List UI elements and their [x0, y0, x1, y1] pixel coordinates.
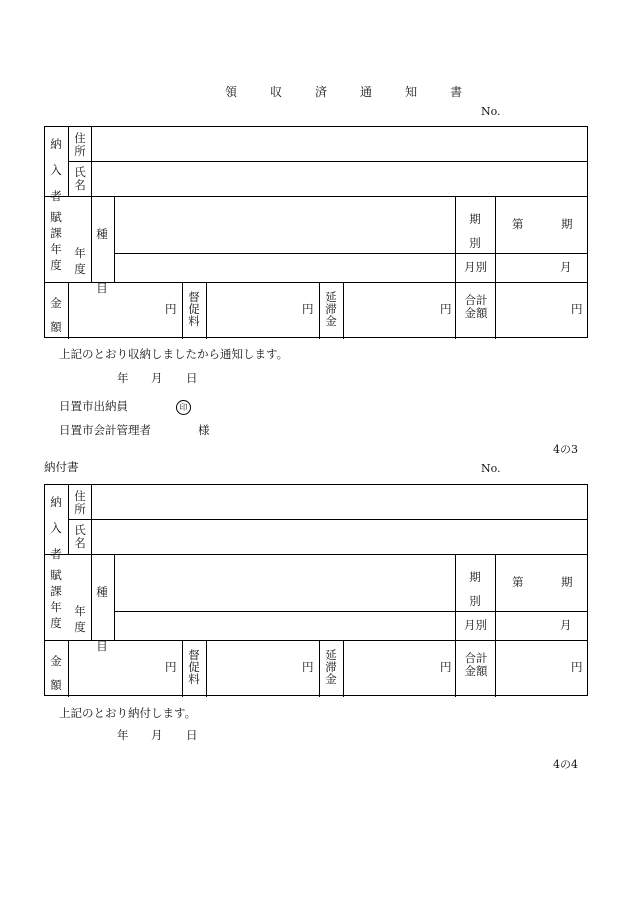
payer-label: 納入者 — [50, 137, 62, 203]
payment-date-year: 年 — [117, 728, 129, 742]
month-unit: 月 — [560, 618, 572, 632]
notice-title-char: 収 — [270, 85, 283, 99]
total-yen: 円 — [571, 660, 583, 674]
manager-label: 日置市会計管理者 — [59, 423, 151, 437]
cashier-label: 日置市出納員 — [59, 399, 128, 413]
address-label: 住所 — [74, 489, 86, 516]
notice-title — [225, 86, 462, 99]
surcharge-yen: 円 — [302, 302, 314, 316]
notice-message: 上記のとおり収納しましたから通知します。 — [59, 347, 289, 361]
levy-label: 賦課年度 — [50, 568, 62, 630]
surcharge-yen: 円 — [302, 660, 314, 674]
notice-no-label: No. — [481, 105, 501, 118]
period-value-prefix: 第 — [512, 217, 524, 231]
year-label: 年度 — [74, 246, 86, 276]
notice-title-char: 領 — [225, 85, 238, 99]
amount-label: 金額 — [50, 296, 62, 334]
levy-label: 賦課年度 — [50, 210, 62, 272]
surcharge-label: 督促料 — [188, 648, 200, 686]
period-label: 期別 — [469, 212, 481, 250]
notice-date-year: 年 — [117, 371, 129, 385]
payment-date-month: 月 — [151, 728, 163, 742]
delay-label: 延滞金 — [325, 648, 337, 686]
payer-label: 納入者 — [50, 495, 62, 561]
notice-date-day: 日 — [186, 371, 198, 385]
kind-label: 種目 — [96, 585, 108, 653]
notice-title-char: 通 — [360, 85, 373, 99]
payment-message: 上記のとおり納付します。 — [59, 706, 197, 720]
month-label: 月別 — [464, 260, 487, 274]
delay-yen: 円 — [440, 302, 452, 316]
delay-label: 延滞金 — [325, 290, 337, 328]
year-label: 年度 — [74, 604, 86, 634]
notice-page-number: 4の3 — [553, 443, 578, 456]
month-label: 月別 — [464, 618, 487, 632]
name-label: 氏名 — [74, 165, 86, 192]
period-label: 期別 — [469, 570, 481, 608]
notice-title-char: 書 — [450, 85, 463, 99]
payment-page-number: 4の4 — [553, 758, 578, 771]
payment-no-label: No. — [481, 462, 501, 475]
notice-title-char: 済 — [315, 85, 328, 99]
month-unit: 月 — [560, 260, 572, 274]
payment-form — [44, 484, 588, 696]
total-label: 合計金額 — [464, 651, 488, 678]
delay-yen: 円 — [440, 660, 452, 674]
kind-label: 種目 — [96, 227, 108, 295]
notice-form — [44, 126, 588, 338]
amount-yen: 円 — [165, 302, 177, 316]
period-value-prefix: 第 — [512, 575, 524, 589]
payment-title: 納付書 — [44, 460, 79, 474]
seal-icon: 印 — [176, 400, 191, 415]
notice-title-char: 知 — [405, 85, 418, 99]
amount-yen: 円 — [165, 660, 177, 674]
period-value-suffix: 期 — [561, 575, 573, 589]
period-value-suffix: 期 — [561, 217, 573, 231]
total-yen: 円 — [571, 302, 583, 316]
payment-date-day: 日 — [186, 728, 198, 742]
total-label: 合計金額 — [464, 293, 488, 320]
name-label: 氏名 — [74, 523, 86, 550]
amount-label: 金額 — [50, 654, 62, 692]
surcharge-label: 督促料 — [188, 290, 200, 328]
notice-date-month: 月 — [151, 371, 163, 385]
manager-suffix: 様 — [198, 423, 210, 437]
address-label: 住所 — [74, 131, 86, 158]
